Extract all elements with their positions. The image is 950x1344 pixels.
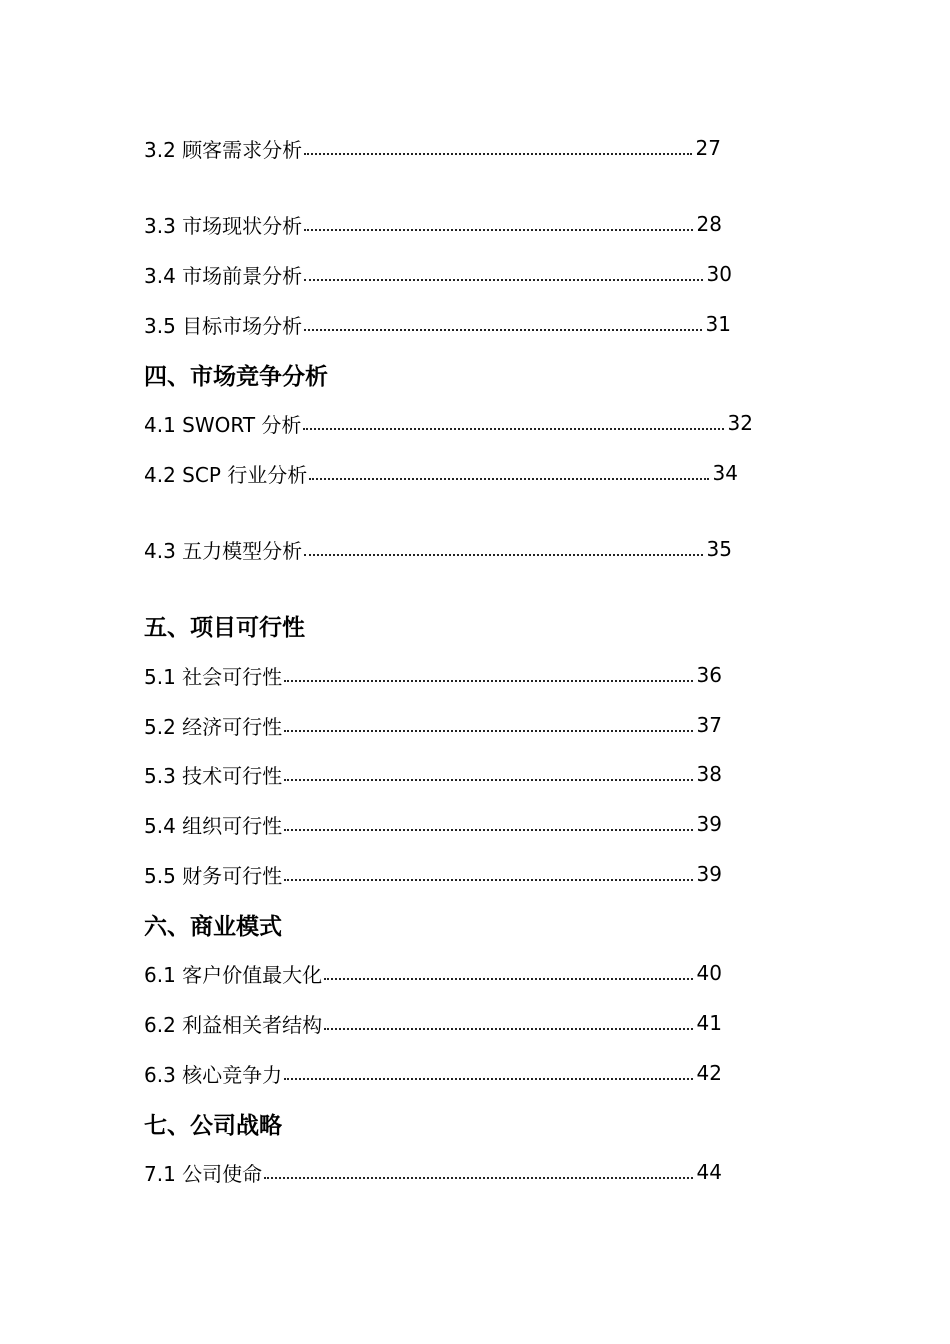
- toc-entry-5-4[interactable]: [144, 809, 722, 839]
- dot-leader: [304, 153, 691, 155]
- entry-title: 5.5 财务可行性: [144, 863, 283, 888]
- entry-page-number: 32: [727, 411, 753, 435]
- entry-title: 5.2 经济可行性: [144, 714, 283, 739]
- dot-leader: [303, 428, 723, 430]
- entry-title: 4.2 SCP 行业分析: [144, 462, 308, 487]
- toc-entry-3-2[interactable]: [144, 133, 721, 163]
- entry-page-number: 40: [696, 961, 722, 985]
- toc-entry-6-1[interactable]: [144, 958, 722, 988]
- toc-entry-5-2[interactable]: [144, 710, 722, 740]
- entry-title: 3.2 顾客需求分析: [144, 137, 303, 162]
- dot-leader: [284, 1078, 692, 1080]
- entry-page-number: 34: [712, 461, 738, 485]
- entry-page-number: 42: [696, 1061, 722, 1085]
- entry-title: 4.1 SWORT 分析: [144, 412, 302, 437]
- toc-entry-4-1[interactable]: [144, 408, 753, 438]
- dot-leader: [264, 1177, 692, 1179]
- entry-title: 5.4 组织可行性: [144, 813, 283, 838]
- entry-page-number: 41: [696, 1011, 722, 1035]
- dot-leader: [304, 329, 701, 331]
- entry-title: 3.4 市场前景分析: [144, 263, 303, 288]
- dot-leader: [284, 730, 692, 732]
- entry-page-number: 35: [706, 537, 732, 561]
- toc-chapter-4-heading[interactable]: 四、市场竞争分析: [144, 363, 328, 390]
- entry-page-number: 31: [705, 312, 731, 336]
- dot-leader: [324, 978, 692, 980]
- toc-entry-7-1[interactable]: [144, 1157, 722, 1187]
- entry-page-number: 38: [696, 762, 722, 786]
- dot-leader: [304, 554, 702, 556]
- entry-page-number: 27: [695, 136, 721, 160]
- entry-title: 5.1 社会可行性: [144, 664, 283, 689]
- entry-title: 3.3 市场现状分析: [144, 213, 303, 238]
- entry-page-number: 36: [696, 663, 722, 687]
- entry-page-number: 37: [696, 713, 722, 737]
- toc-entry-5-5[interactable]: [144, 859, 722, 889]
- entry-title: 6.1 客户价值最大化: [144, 962, 323, 987]
- toc-entry-6-2[interactable]: [144, 1008, 722, 1038]
- dot-leader: [284, 879, 692, 881]
- dot-leader: [309, 478, 708, 480]
- dot-leader: [284, 829, 692, 831]
- entry-title: 6.3 核心竞争力: [144, 1062, 283, 1087]
- entry-title: 4.3 五力模型分析: [144, 538, 303, 563]
- entry-title: 7.1 公司使命: [144, 1161, 263, 1186]
- dot-leader: [284, 779, 692, 781]
- toc-entry-5-1[interactable]: [144, 660, 722, 690]
- toc-entry-3-3[interactable]: [144, 209, 722, 239]
- dot-leader: [284, 680, 692, 682]
- toc-entry-4-3[interactable]: [144, 534, 732, 564]
- toc-entry-3-4[interactable]: [144, 259, 732, 289]
- entry-title: 3.5 目标市场分析: [144, 313, 303, 338]
- toc-entry-6-3[interactable]: [144, 1058, 722, 1088]
- dot-leader: [304, 229, 692, 231]
- entry-page-number: 39: [696, 812, 722, 836]
- entry-page-number: 28: [696, 212, 722, 236]
- toc-chapter-5-heading[interactable]: 五、项目可行性: [144, 614, 305, 641]
- entry-page-number: 44: [696, 1160, 722, 1184]
- entry-title: 5.3 技术可行性: [144, 763, 283, 788]
- dot-leader: [304, 279, 702, 281]
- toc-entry-4-2[interactable]: [144, 458, 738, 488]
- entry-page-number: 30: [706, 262, 732, 286]
- entry-title: 6.2 利益相关者结构: [144, 1012, 323, 1037]
- entry-page-number: 39: [696, 862, 722, 886]
- toc-entry-3-5[interactable]: [144, 309, 731, 339]
- toc-chapter-7-heading[interactable]: 七、公司战略: [144, 1112, 282, 1139]
- toc-chapter-6-heading[interactable]: 六、商业模式: [144, 913, 282, 940]
- dot-leader: [324, 1028, 692, 1030]
- toc-entry-5-3[interactable]: [144, 759, 722, 789]
